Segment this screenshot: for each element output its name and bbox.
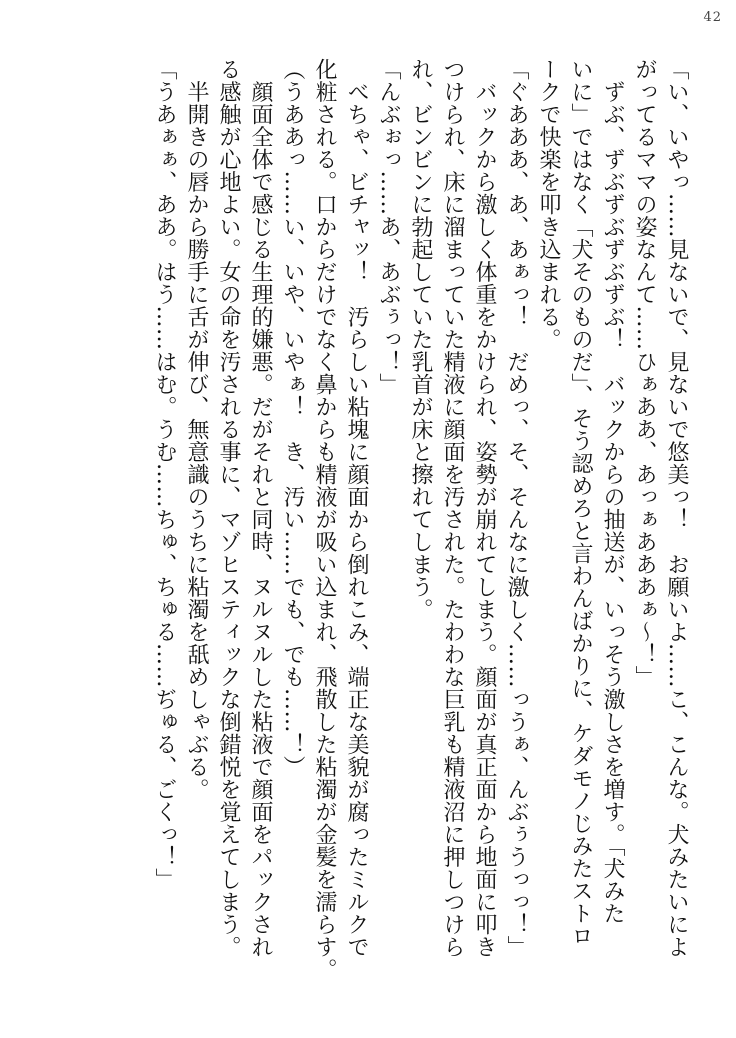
- text-line: いに」ではなく「犬そのものだ」、そう認めろと言わんばかりに、ケダモノじみたストロ: [568, 58, 593, 947]
- text-line: がってるママの姿なんて……ひぁああ、あっぁあああぁ～！」: [632, 58, 657, 688]
- text-line: 顔面全体で感じる生理的嫌悪。だがそれと同時、ヌルヌルした粘液で顔面をパックされ: [248, 58, 273, 958]
- text-line: 「い、いやっ……見ないで、見ないで悠美っ！ お願いよ……こ、こんな。犬みたいによ: [664, 58, 689, 958]
- text-line: ークで快楽を叩き込まれる。: [536, 58, 561, 351]
- text-line: （うああっ……い、いや、いやぁ！ き、汚い……でも、でも……！）: [280, 58, 305, 778]
- text-line: バックから激しく体重をかけられ、姿勢が崩れてしまう。顔面が真正面から地面に叩き: [472, 58, 497, 958]
- text-line: つけられ、床に溜まっていた精液に顔面を汚された。たわわな巨乳も精液沼に押しつけら: [440, 58, 465, 958]
- text-line: 化粧される。口からだけでなく鼻からも精液が吸い込まれ、飛散した粘濁が金髪を濡らす。: [312, 58, 337, 981]
- text-line: 半開きの唇から勝手に舌が伸び、無意識のうちに粘濁を舐めしゃぶる。: [184, 58, 209, 801]
- novel-text-block: [32, 58, 692, 1008]
- text-line: べちゃ、ビチャッ！ 汚らしい粘塊に顔面から倒れこみ、端正な美貌が腐ったミルクで: [344, 58, 369, 958]
- text-line: る感触が心地よい。女の命を汚される事に、マゾヒスティックな倒錯悦を覚えてしまう。: [216, 58, 241, 958]
- text-line: 「うあぁぁ、ああ。はう……はむ。うむ……ちゅ、ちゅる……ぢゅる、ごくっ！」: [152, 58, 177, 891]
- page-number: 42: [703, 10, 722, 25]
- text-line: ずぶ、ずぶずぶずぶずぶ！ バックからの抽送が、いっそう激しさを増す。「犬みた: [600, 58, 625, 925]
- text-line: 「ぐあああ、あ、あぁっ！ だめっ、そ、そんなに激しく……っうぁ、んぶぅうっっ！」: [504, 58, 529, 958]
- text-line: 「んぶぉっ……あ、あぶぅっ！」: [376, 58, 401, 396]
- text-line: れ、ビンビンに勃起していた乳首が床と擦れてしまう。: [408, 58, 433, 621]
